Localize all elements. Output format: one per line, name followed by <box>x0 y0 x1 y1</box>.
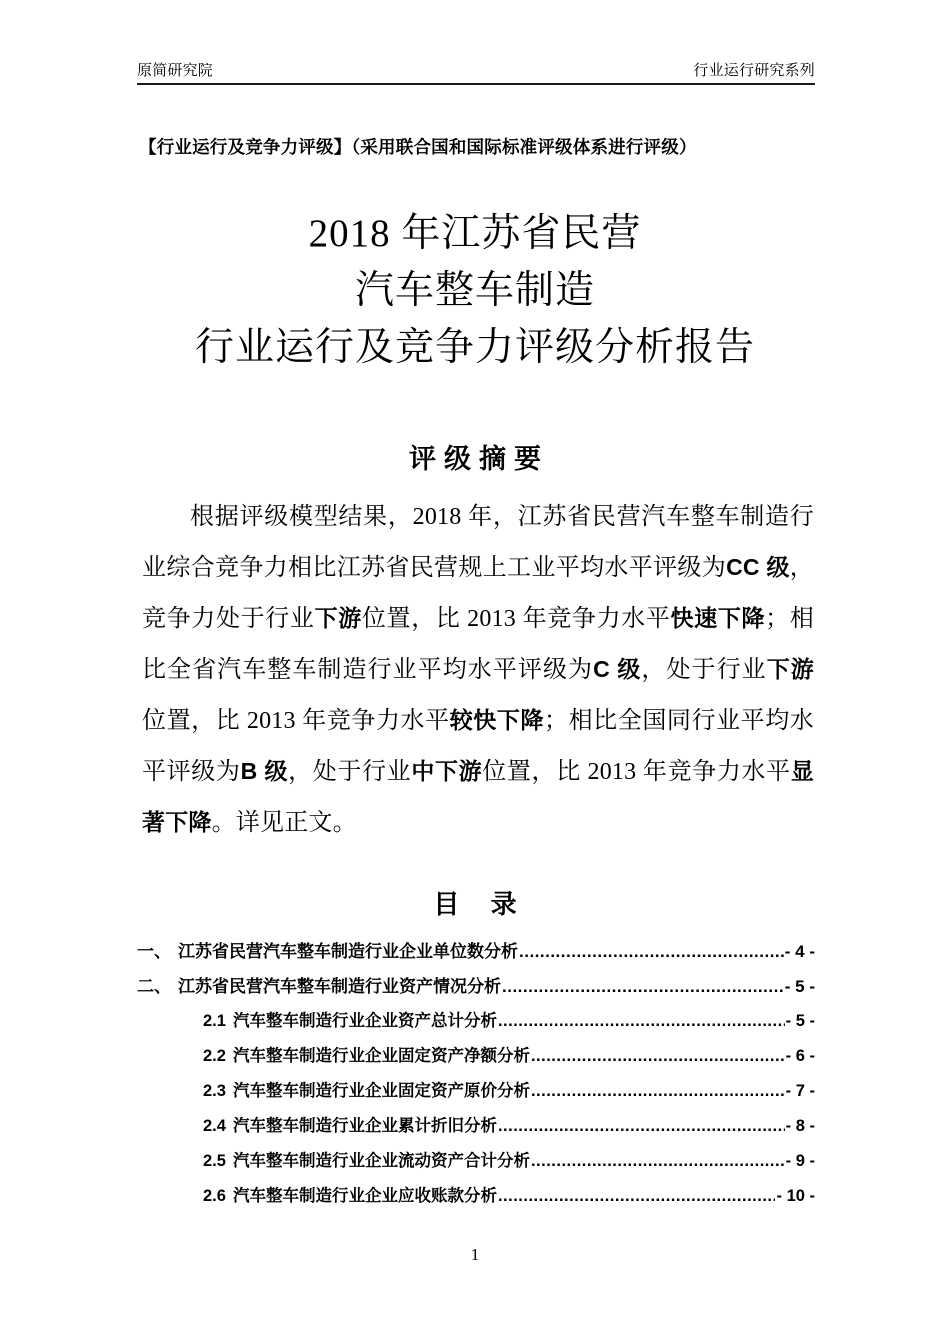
toc-entry[interactable] <box>137 934 815 969</box>
toc-entry-page: - 9 - <box>785 1152 815 1170</box>
toc-entry[interactable] <box>137 1039 815 1074</box>
report-kicker: 【行业运行及竞争力评级】（采用联合国和国际标准评级体系进行评级） <box>139 137 697 157</box>
abstract-emphasis: 下游 <box>314 605 362 631</box>
toc-entry[interactable] <box>137 1144 815 1179</box>
toc-leader-dots <box>498 1179 776 1214</box>
header-series: 行业运行研究系列 <box>693 62 815 79</box>
abstract-text: 位置，比 2013 年竞争力水平 <box>482 759 791 785</box>
running-header <box>137 62 815 85</box>
toc-leader-dots <box>502 969 784 1004</box>
abstract-text: 根据评级模型结果，2018 年，江苏省民营汽车整车制造行业综合竞争力相比江苏省民营规上工业平均水平评级为 <box>142 504 814 581</box>
toc-entry-number: 2.2 <box>203 1047 226 1065</box>
toc-entry[interactable] <box>137 1179 815 1214</box>
toc-entry-label: 汽车整车制造行业企业应收账款分析 <box>232 1187 497 1205</box>
toc-leader-dots <box>498 1109 785 1144</box>
toc-entry-page: - 10 - <box>776 1187 815 1205</box>
abstract-text: 位置，比 2013 年竞争力水平 <box>142 708 450 734</box>
abstract-emphasis: CC 级 <box>726 554 790 580</box>
toc-entry-label: 汽车整车制造行业企业固定资产原价分析 <box>232 1082 530 1100</box>
toc-leader-dots <box>498 1004 785 1039</box>
toc-entry-page: - 4 - <box>784 942 815 961</box>
abstract-text: ；相比全国同行业平均水平评级为 <box>142 708 814 785</box>
toc-entry-number: 2.3 <box>203 1082 226 1100</box>
toc-entry-number: 2.1 <box>203 1012 226 1030</box>
toc-entry-page: - 5 - <box>784 977 815 996</box>
abstract-text: ，处于行业 <box>288 759 412 785</box>
toc-entry-number: 2.4 <box>203 1117 226 1135</box>
toc-heading: 目 录 <box>433 889 529 919</box>
toc-entry-label: 江苏省民营汽车整车制造行业企业单位数分析 <box>178 942 518 961</box>
toc-entry-number: 一、 <box>137 942 171 961</box>
toc-entry-label: 汽车整车制造行业企业累计折旧分析 <box>232 1117 497 1135</box>
abstract-heading: 评级摘要 <box>409 444 549 474</box>
toc-entry-label: 汽车整车制造行业企业流动资产合计分析 <box>232 1152 530 1170</box>
abstract-text: 位置，比 2013 年竞争力水平 <box>361 606 671 632</box>
toc-entry-number: 二、 <box>137 977 171 996</box>
toc-entry-page: - 5 - <box>785 1012 815 1030</box>
toc-leader-dots <box>519 934 784 969</box>
abstract-emphasis: C 级 <box>593 656 642 682</box>
toc-entry-label: 江苏省民营汽车整车制造行业资产情况分析 <box>178 977 501 996</box>
document-title <box>135 205 815 376</box>
header-institution: 原简研究院 <box>137 62 214 79</box>
title-line-3: 行业运行及竞争力评级分析报告 <box>194 326 755 369</box>
abstract-text: 。详见正文。 <box>211 810 357 836</box>
toc-entry-page: - 7 - <box>785 1082 815 1100</box>
abstract-text: ；相比全省汽车整车制造行业平均水平评级为 <box>142 606 815 683</box>
title-line-2: 汽车整车制造 <box>354 269 595 312</box>
abstract-emphasis: 快速下降 <box>670 605 766 631</box>
toc-entry[interactable] <box>137 1004 815 1039</box>
abstract-emphasis: 较快下降 <box>449 707 545 733</box>
abstract-emphasis: 显著下降 <box>142 758 815 835</box>
toc-entry-number: 2.6 <box>203 1187 226 1205</box>
toc-entry[interactable] <box>137 969 815 1004</box>
abstract-text: ，竞争力处于行业 <box>142 555 814 632</box>
abstract-emphasis: 中下游 <box>411 758 483 784</box>
toc-entry-number: 2.5 <box>203 1152 226 1170</box>
toc-entry-label: 汽车整车制造行业企业固定资产净额分析 <box>232 1047 530 1065</box>
toc-entry-page: - 6 - <box>785 1047 815 1065</box>
abstract-body <box>142 492 814 848</box>
toc-leader-dots <box>531 1144 785 1179</box>
abstract-emphasis: 下游 <box>766 656 814 682</box>
table-of-contents <box>137 934 815 1214</box>
page-number: 1 <box>470 1245 480 1264</box>
toc-leader-dots <box>531 1074 785 1109</box>
toc-entry-page: - 8 - <box>785 1117 815 1135</box>
toc-entry[interactable] <box>137 1074 815 1109</box>
abstract-emphasis: B 级 <box>240 758 289 784</box>
toc-entry-label: 汽车整车制造行业企业资产总计分析 <box>232 1012 497 1030</box>
toc-entry[interactable] <box>137 1109 815 1144</box>
title-line-1: 2018 年江苏省民营 <box>308 212 642 255</box>
toc-leader-dots <box>531 1039 785 1074</box>
abstract-text: ，处于行业 <box>641 657 767 683</box>
